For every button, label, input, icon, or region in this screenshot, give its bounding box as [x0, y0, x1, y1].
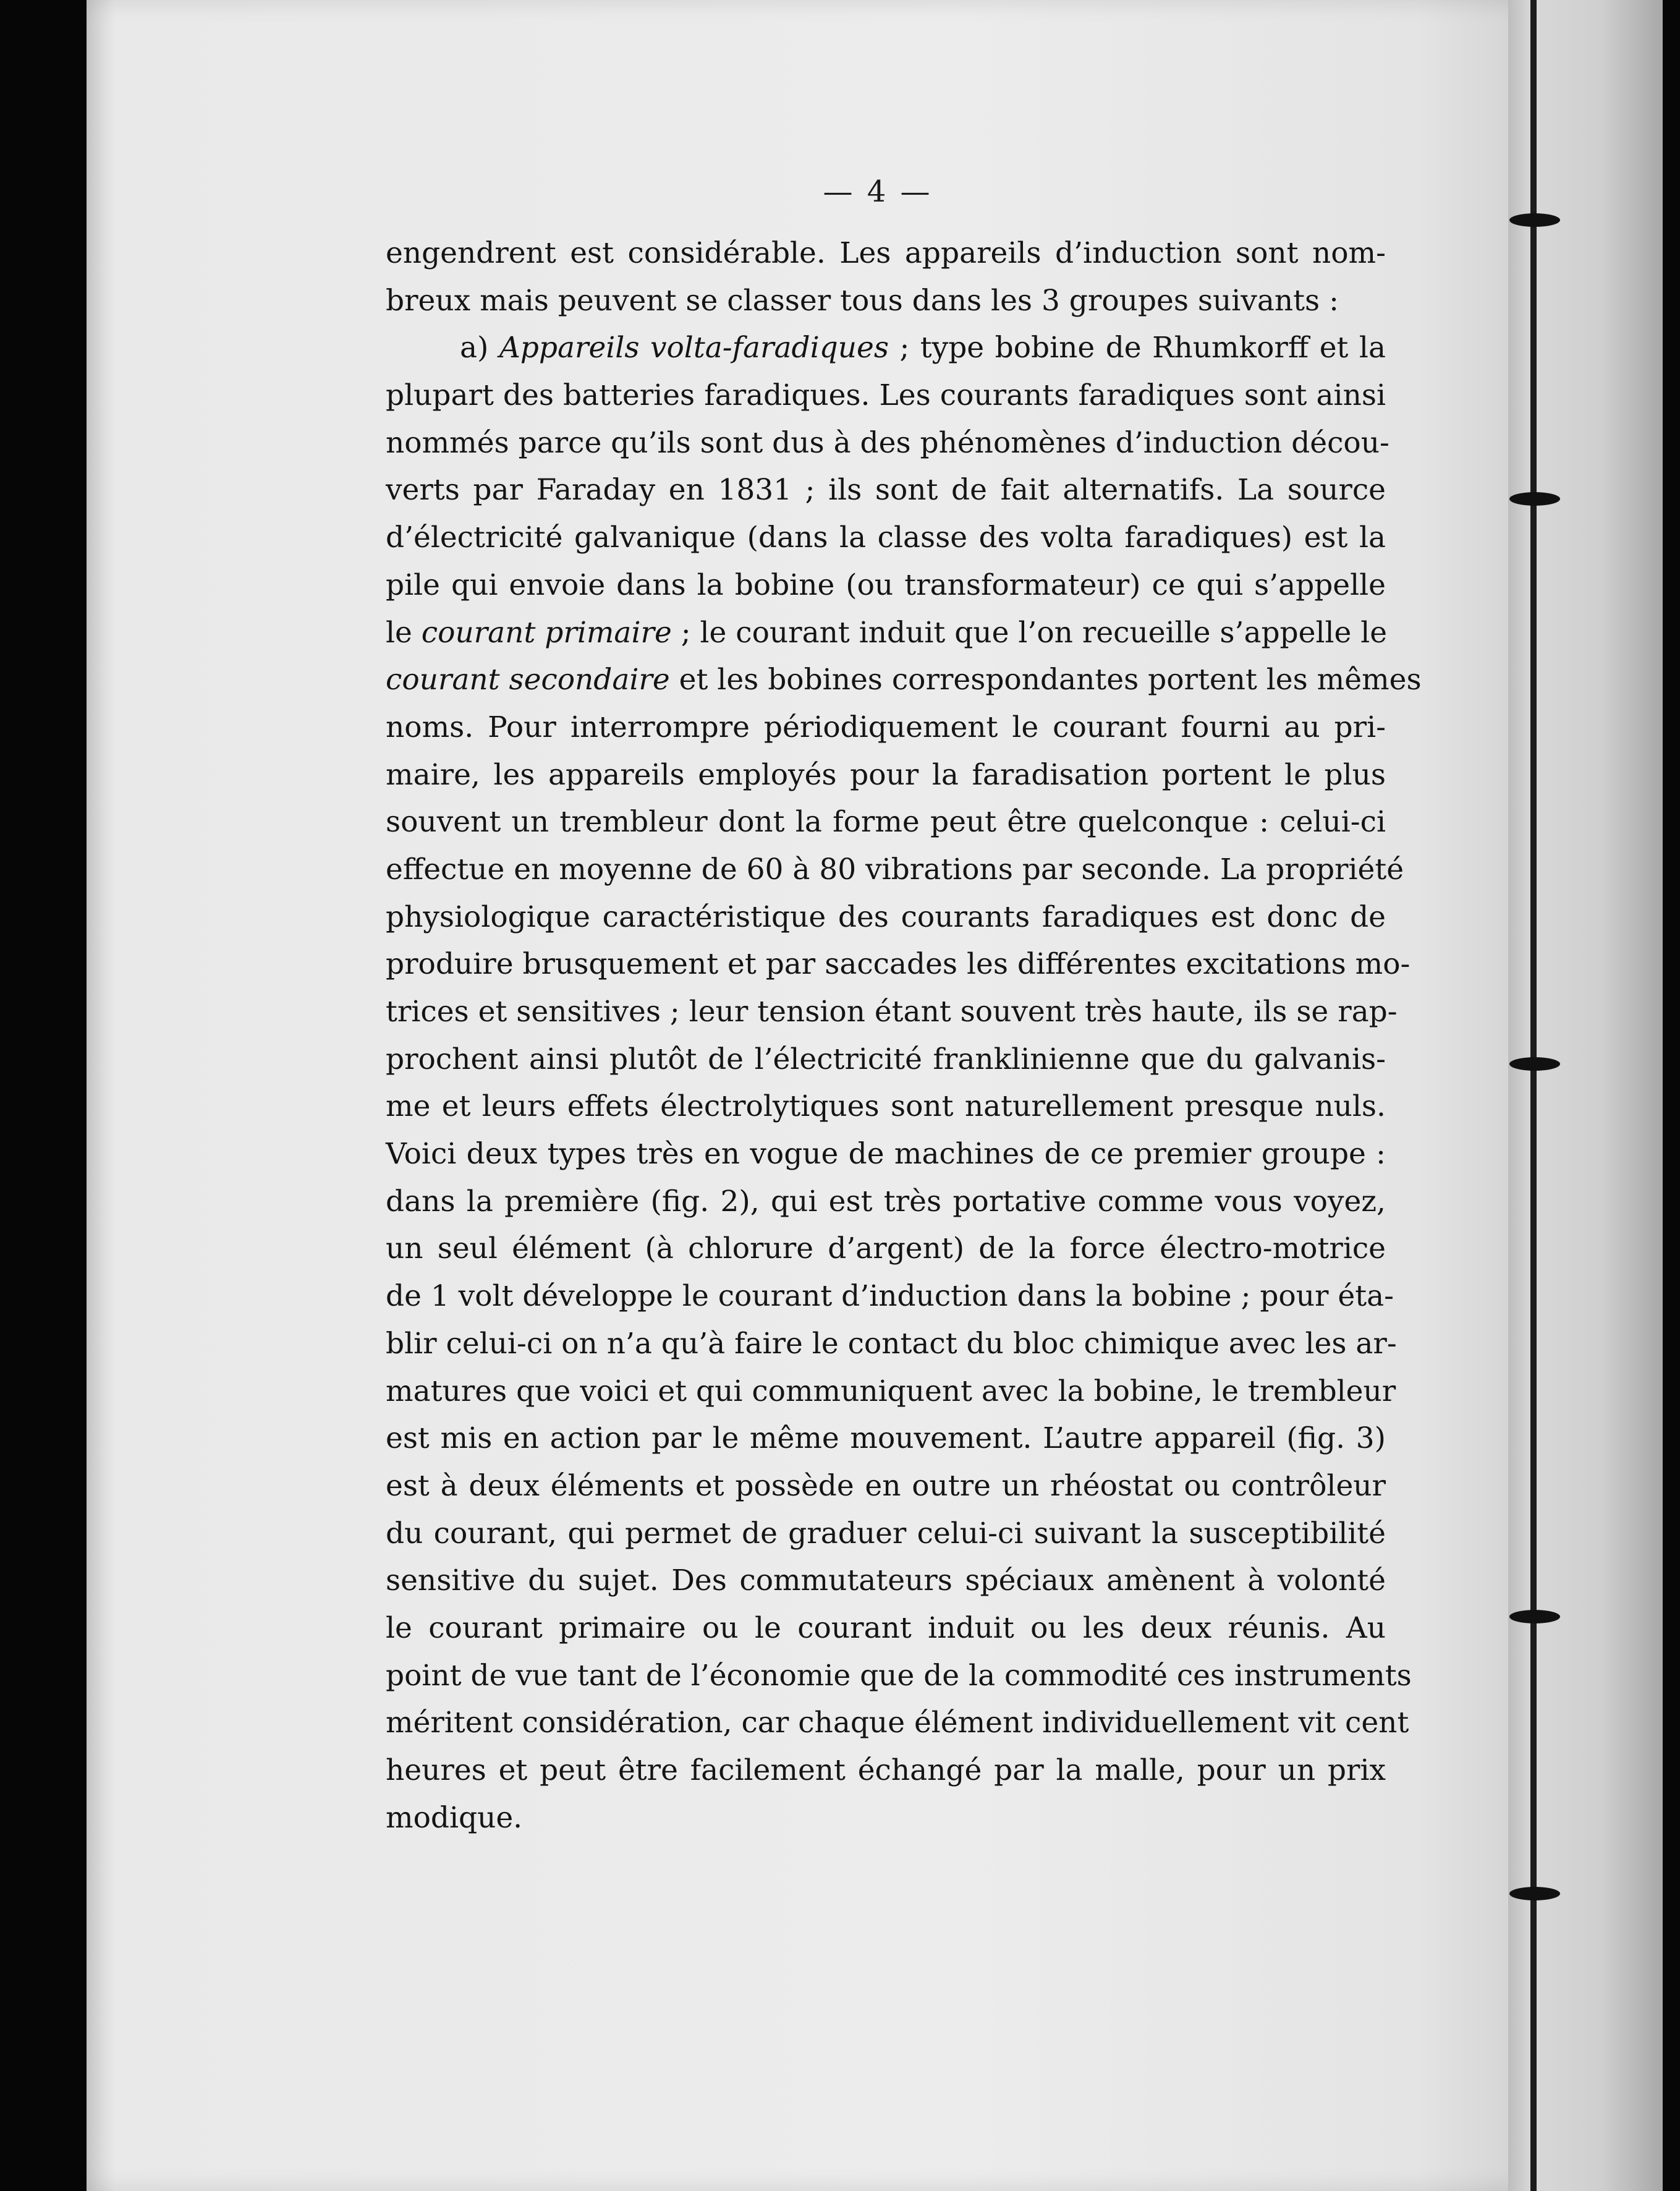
text-line [386, 1747, 1386, 1795]
text-line [386, 894, 1386, 942]
text-segment: de 1 volt développe le courant d’induction dans la bobine ; pour éta- [386, 1279, 1394, 1314]
text-segment: un seul élément (à chlorure d’argent) de la force électro-motrice [386, 1232, 1386, 1266]
italic-term: courant secondaire [386, 663, 670, 697]
text-line [386, 1605, 1386, 1653]
text-line [386, 704, 1386, 752]
binding-knot [1509, 1887, 1560, 1900]
text-segment: blir celui-ci on n’a qu’à faire le contact du bloc chimique avec les ar- [386, 1326, 1397, 1361]
text-segment: ; type bobine de Rhumkorff et la [888, 331, 1386, 365]
text-segment: physiologique caractéristique des courants faradiques est donc de [386, 900, 1386, 934]
text-segment: ; le courant induit que l’on recueille s’appelle le [671, 615, 1388, 650]
text-line [386, 1131, 1386, 1178]
binding-knot [1509, 213, 1560, 227]
text-line [386, 278, 1386, 325]
text-segment: et les bobines correspondantes portent les mêmes [669, 663, 1422, 697]
text-line [386, 1700, 1409, 1747]
text-line [386, 1273, 1394, 1321]
binding-knot [1509, 492, 1560, 506]
binding-thread [1530, 0, 1537, 2191]
text-segment: sensitive du sujet. Des commutateurs spéciaux amènent à volonté [386, 1563, 1386, 1598]
text-segment: dans la première (fig. 2), qui est très portative comme vous voyez, [386, 1184, 1386, 1219]
text-line [386, 1463, 1386, 1510]
text-line [386, 1795, 1386, 1842]
text-segment: effectue en moyenne de 60 à 80 vibrations par seconde. La propriété [386, 852, 1404, 887]
text-line [386, 610, 1386, 657]
text-line [386, 1510, 1386, 1558]
text-line [386, 1321, 1397, 1368]
text-line [386, 657, 1422, 704]
text-segment: est à deux éléments et possède en outre un rhéostat ou contrôleur [386, 1468, 1386, 1503]
text-line [386, 799, 1386, 846]
text-segment: matures que voici et qui communiquent avec la bobine, le trembleur [386, 1374, 1396, 1408]
text-segment: plupart des batteries faradiques. Les courants faradiques sont ainsi [386, 378, 1386, 413]
text-line [386, 325, 1386, 372]
text-segment: nommés parce qu’ils sont dus à des phénomènes d’induction décou- [386, 425, 1389, 460]
text-segment: me et leurs effets électrolytiques sont naturellement presque nuls. [386, 1089, 1386, 1124]
text-segment: souvent un trembleur dont la forme peut être quelconque : celui-ci [386, 805, 1386, 840]
page-number: — 4 — [823, 174, 933, 209]
text-line [386, 1225, 1386, 1273]
text-line [386, 467, 1386, 514]
text-segment: engendrent est considérable. Les appareils d’induction sont nom- [386, 236, 1386, 270]
text-line [386, 752, 1386, 799]
text-segment: trices et sensitives ; leur tension étant souvent très haute, ils se rap- [386, 995, 1398, 1029]
binding-knot [1509, 1610, 1560, 1623]
text-segment: a) [460, 331, 499, 365]
text-segment: breux mais peuvent se classer tous dans les 3 groupes suivants : [386, 283, 1339, 318]
text-segment: prochent ainsi plutôt de l’électricité franklinienne que du galvanis- [386, 1042, 1386, 1076]
text-line [386, 1083, 1386, 1131]
text-line [386, 846, 1404, 894]
text-segment: est mis en action par le même mouvement. L’autre appareil (fig. 3) [386, 1421, 1386, 1456]
text-segment: pile qui envoie dans la bobine (ou transformateur) ce qui s’appelle [386, 568, 1386, 602]
italic-term: Appareils volta-faradiques [499, 331, 889, 365]
text-segment: noms. Pour interrompre périodiquement le courant fourni au pri- [386, 710, 1386, 744]
text-segment: Voici deux types très en vogue de machines de ce premier groupe : [386, 1137, 1386, 1172]
text-line [386, 1178, 1386, 1226]
text-line [386, 562, 1386, 610]
text-line [386, 1557, 1386, 1605]
text-line [386, 1368, 1396, 1416]
text-segment: d’électricité galvanique (dans la classe des volta faradiques) est la [386, 521, 1386, 555]
text-line [386, 1415, 1386, 1463]
text-line [386, 989, 1398, 1036]
text-line [386, 372, 1386, 420]
text-line [386, 1653, 1412, 1700]
binding-knot [1509, 1057, 1560, 1071]
text-line [386, 514, 1386, 562]
text-segment: point de vue tant de l’économie que de la commodité ces instruments [386, 1658, 1412, 1693]
text-segment: le courant primaire ou le courant induit ou les deux réunis. Au [386, 1610, 1386, 1645]
text-segment: maire, les appareils employés pour la faradisation portent le plus [386, 757, 1386, 792]
text-line [386, 230, 1386, 278]
text-segment: modique. [386, 1800, 523, 1835]
text-segment: le [386, 615, 422, 650]
text-line [386, 941, 1411, 989]
text-segment: du courant, qui permet de graduer celui-ci suivant la susceptibilité [386, 1516, 1386, 1551]
text-line [386, 1036, 1386, 1084]
text-segment: verts par Faraday en 1831 ; ils sont de fait alternatifs. La source [386, 473, 1386, 508]
text-segment: produire brusquement et par saccades les différentes excitations mo- [386, 947, 1411, 982]
text-segment: heures et peut être facilement échangé par la malle, pour un prix [386, 1753, 1386, 1787]
body-text [386, 230, 1422, 1842]
italic-term: courant primaire [421, 615, 672, 650]
text-line [386, 420, 1389, 467]
text-segment: méritent considération, car chaque élément individuellement vit cent [386, 1706, 1409, 1740]
